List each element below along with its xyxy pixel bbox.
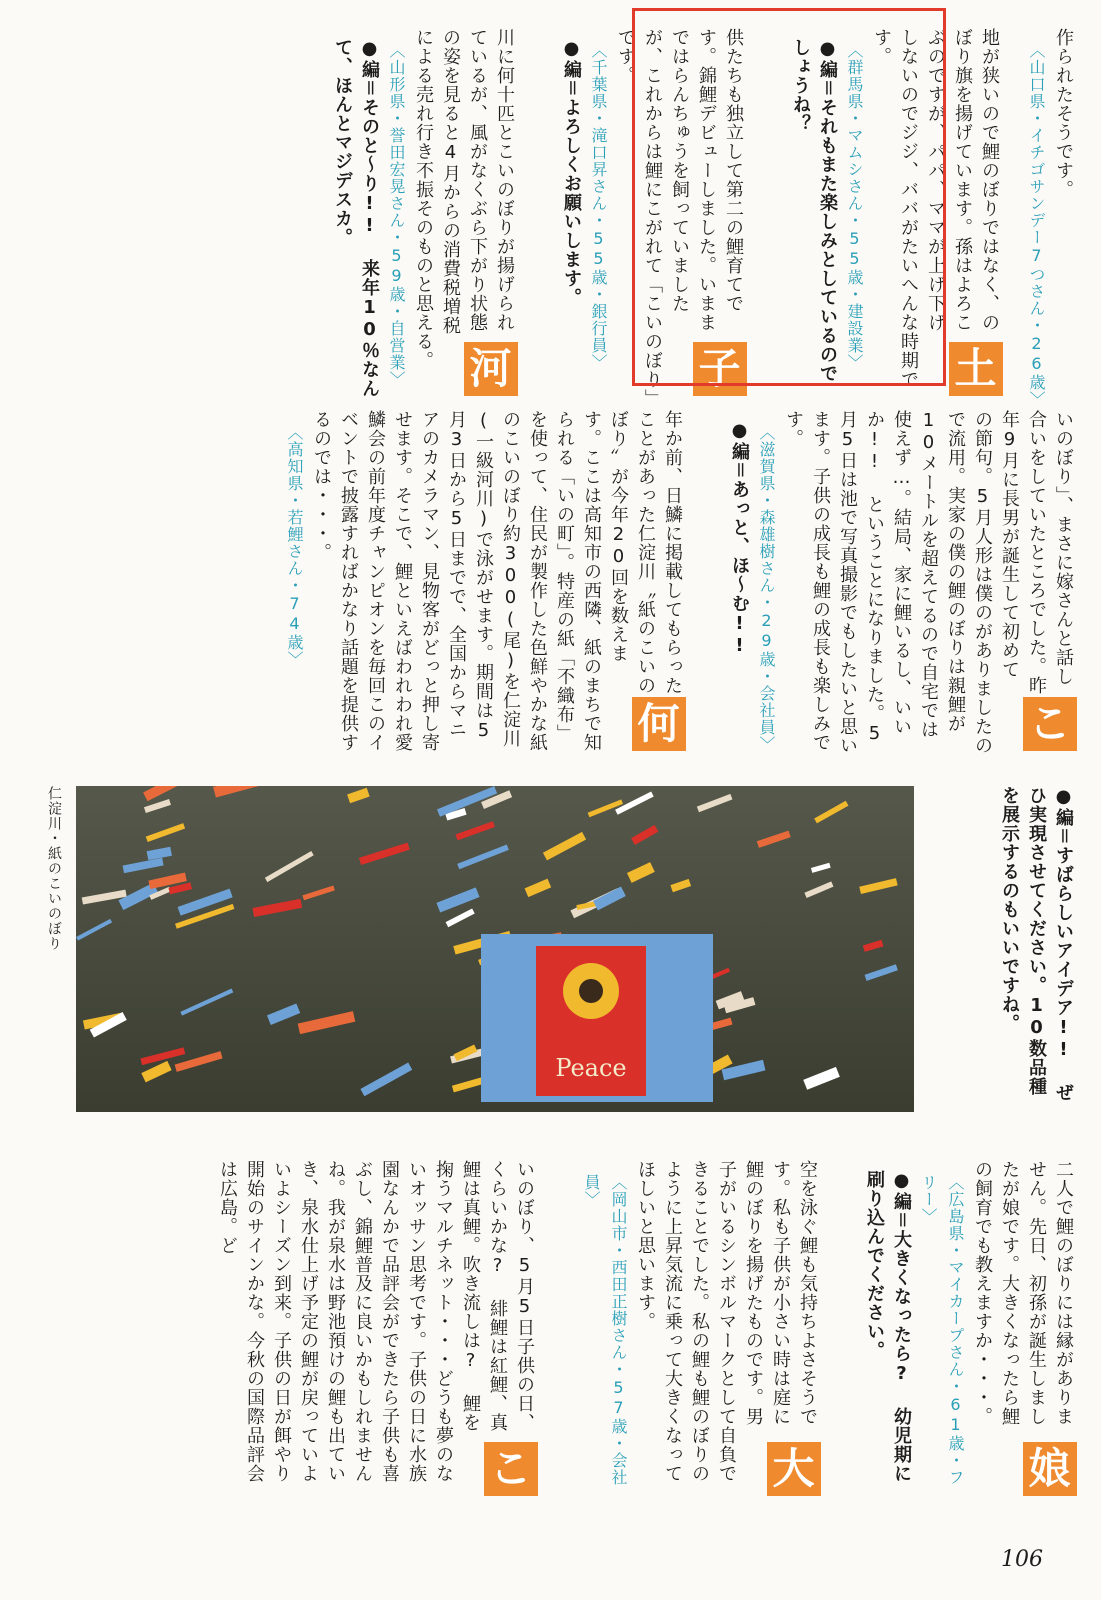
bottom-band [186, 1160, 1077, 1500]
photo-band-text [968, 786, 1077, 1112]
drop-cap: 子 [693, 342, 747, 396]
entry-text: 年か前、日鱗に掲載してもらったことがあった仁淀川〝紙のこいのぼり〟が今年20回を数えます。ここは高知市の西隣、紙のまちで知られる「いの町」。特産の紙「不織布」を使って、住民が製作した色鮮やかな紙のこいのぼり約300(尾)を仁淀川(一級河川)で泳がせます。期間は5月3日から5日までで、全国からマニアのカメラマン、見物客がどっと押し寄せます。そこで、鯉といえばわれわれ愛鱗会の前年度チャンピオンを毎回このイベントで披露すればかなり話題を提供するのでは・・・。 [311, 410, 683, 752]
highlight-frame [632, 8, 946, 386]
sender-credit: 〈山形県・誉田宏晃さん・59歳・自営業〉 [387, 42, 406, 388]
drop-cap: 何 [632, 697, 686, 751]
entry-text: 二人で鯉のぼりには縁がありません。先日、初孫が誕生しましたが娘です。大きくなったら鯉の飼育でも教えますか・・・。 [972, 1160, 1074, 1426]
photo-caption: 仁淀川・紙のこいのぼり [46, 786, 62, 951]
drop-cap: 娘 [1023, 1442, 1077, 1496]
middle-band [253, 410, 1077, 755]
entry-kochi [281, 410, 686, 755]
editor-comment: ●編＝大きくなったら? 幼児期に刷り込んでください。 [864, 1170, 912, 1483]
editor-comment: ●編＝それもまた楽しみとしているのでしょうね？ [790, 38, 838, 383]
entry-text: 供たちも独立して第二の鯉育てです。錦鯉デビューしました。いままではらんちゅうを飼っていましたが、これからは鯉にこがれて「こいのぼり」です。 [615, 28, 744, 399]
drop-cap: こ [484, 1442, 538, 1496]
drop-cap: 河 [464, 342, 518, 396]
page-number: 106 [1001, 1547, 1043, 1572]
entry-okayama [578, 1160, 821, 1500]
drop-cap: こ [1023, 697, 1077, 751]
drop-cap: 土 [949, 342, 1003, 396]
editor-comment: ●編＝よろしくお願いします。 [561, 38, 582, 307]
sender-credit: 〈千葉県・滝口昇さん・55歳・銀行員〉 [589, 42, 608, 371]
entry-text: 空を泳ぐ鯉も気持ちよさそうです。私も子供が小さい時は庭に鯉のぼりを揚げたものです。男子がいるシンボルマークとして自負できることでした。私の鯉も鯉のぼりのように上昇気流に乗って大きくなってほしいと思います。 [635, 1160, 818, 1483]
editor-comment: ●編＝そのと〜り!! 来年10％なんて、ほんとマジデスカ。 [332, 38, 380, 398]
sender-credit: 〈広島県・マイカープさん・61歳・フリー〉 [919, 1174, 965, 1486]
entry-text: いのぼり」、まさに嫁さんと話し合いをしていたところでした。昨年9月に長男が誕生して初めての節句。5月人形は僕のがありましたので流用。実家の僕の鯉のぼりは親鯉が10メートルを超えてるので自宅では使えず…。結局、家に鯉いるし、いいか!! ということになりました。5月5日は池で写真撮影でもしたいと思います。子供の成長も鯉の成長も楽しみです。 [783, 410, 1074, 755]
sender-credit: 〈山口県・イチゴサンデー7つさん・26歳〉 [1027, 42, 1046, 408]
sender-credit: 〈高知県・若鯉さん・74歳〉 [285, 424, 304, 668]
entry-text: 作られたそうです。 [1053, 28, 1074, 199]
editor-comment: ●編＝すばらしいアイデア!! ぜひ実現させてください。10数品種を展示するのもいいですね。 [999, 786, 1074, 1102]
entry-text: 地が狭いので鯉のぼりではなく、のぼり旗を揚げています。孫はよろこぶのですが、パパ、ママが上げ下げしないのでジジ、ババがたいへんな時期です。 [871, 28, 1000, 389]
koinobori-illustration [76, 786, 914, 1112]
sender-credit: 〈群馬県・マムシさん・55歳・建設業〉 [845, 42, 864, 371]
sender-credit: 〈滋賀県・森雄樹さん・29歳・会社員〉 [757, 424, 776, 753]
entry-yamagata [329, 28, 518, 400]
drop-cap: 大 [767, 1442, 821, 1496]
peace-banner [481, 934, 713, 1102]
entry-text: いのぼり、5月5日子供の日、くらいかな? 緋鯉は紅鯉、真鯉は真鯉。吹き流しは? 鯉を掬うマルチネット・・・どうも夢のないオッサン思考です。子供の日に水族園なんかで品評会ができたら子供も喜ぶし、錦鯉普及に良いかもしれませんね。我が泉水は野池預けの鯉も出ていき、泉水仕上げ予定の鯉が戻っていよいよシーズン到来。子供の日が餌やり開始のサインかな。今秋の国際品評会は広島。ど [217, 1160, 535, 1483]
banner-text: Peace [555, 1054, 627, 1082]
entry-yamaguchi [1023, 28, 1077, 408]
river-photo [76, 786, 914, 1112]
entry-koinobori-thoughts [214, 1160, 538, 1500]
editor-comment: ●編＝あっと、ほ〜む!! [729, 420, 750, 657]
entry-editor-kochi [996, 786, 1077, 1112]
entry-text: 川に何十匹とこいのぼりが揚げられているが、風がなくぶら下がり状態の姿を見ると4月からの消費税増税による売れ行き不振そのものと思える。 [413, 28, 515, 370]
entry-hiroshima [861, 1160, 1077, 1500]
sender-credit: 〈岡山市・西田正樹さん・57歳・会社員〉 [582, 1174, 628, 1486]
entry-shiga [726, 410, 1077, 755]
